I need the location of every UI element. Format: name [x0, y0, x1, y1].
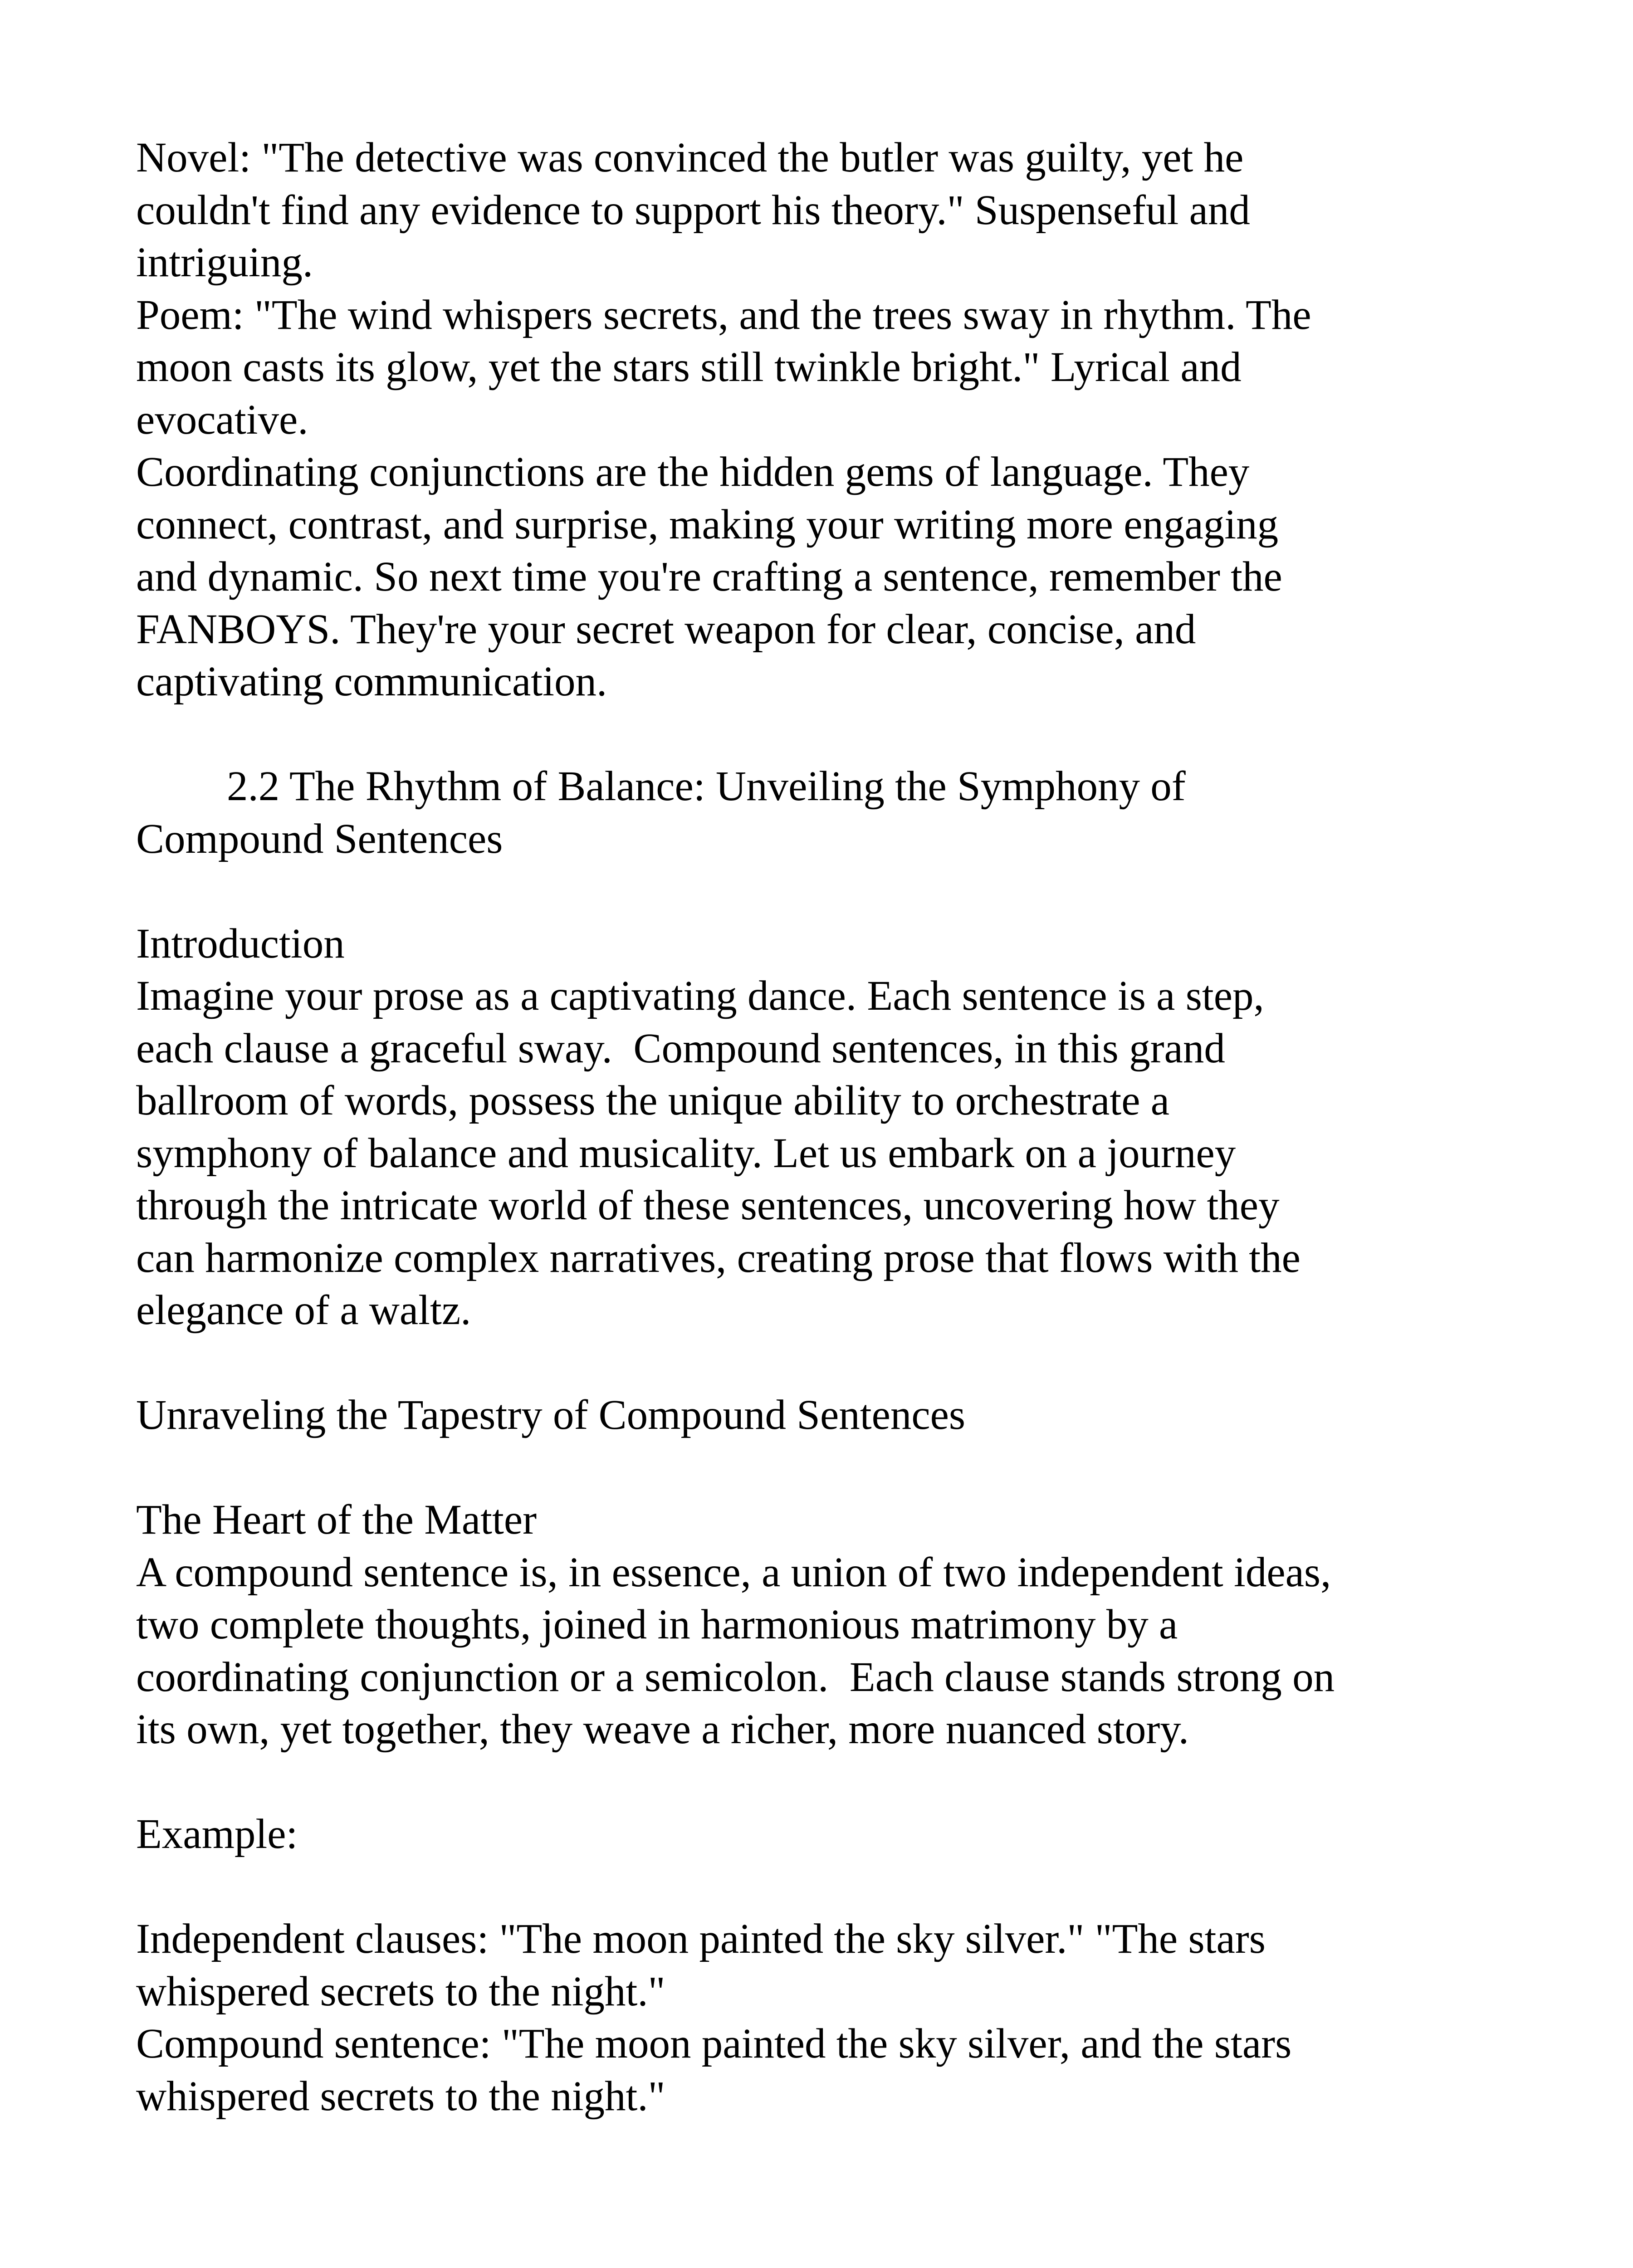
paragraph-spacer	[136, 708, 1497, 761]
page-body	[136, 132, 1497, 2122]
text-line: coordinating conjunction or a semicolon. Each clause stands strong on	[136, 1653, 1335, 1701]
text-line: and dynamic. So next time you're crafting a sentence, remember the	[136, 553, 1282, 600]
text-line: moon casts its glow, yet the stars still twinkle bright." Lyrical and	[136, 344, 1242, 391]
text-line: can harmonize complex narratives, creating prose that flows with the	[136, 1234, 1301, 1281]
text-line: FANBOYS. They're your secret weapon for clear, concise, and	[136, 606, 1196, 653]
text-line: each clause a graceful sway. Compound sentences, in this grand	[136, 1025, 1225, 1072]
tapestry-heading: Unraveling the Tapestry of Compound Sentences	[136, 1392, 966, 1438]
text-line: Novel: "The detective was convinced the butler was guilty, yet he	[136, 134, 1244, 181]
paragraph-spacer	[136, 1861, 1497, 1913]
paragraph-novel-example	[136, 132, 1497, 289]
paragraph-spacer	[136, 865, 1497, 918]
paragraph-spacer	[136, 1756, 1497, 1809]
text-line: Compound sentence: "The moon painted the sky silver, and the stars	[136, 2020, 1292, 2067]
text-line: evocative.	[136, 396, 308, 443]
text-line: Coordinating conjunctions are the hidden gems of language. They	[136, 449, 1250, 495]
heart-of-matter-heading: The Heart of the Matter	[136, 1496, 537, 1543]
text-line: intriguing.	[136, 239, 313, 286]
paragraph-poem-example	[136, 289, 1497, 446]
section-heading-line: Compound Sentences	[136, 815, 503, 862]
paragraph-introduction	[136, 970, 1497, 1337]
text-line: A compound sentence is, in essence, a union of two independent ideas,	[136, 1549, 1331, 1596]
text-line: ballroom of words, possess the unique ability to orchestrate a	[136, 1077, 1170, 1124]
text-line: through the intricate world of these sentences, uncovering how they	[136, 1182, 1280, 1229]
section-heading	[136, 760, 1497, 865]
introduction-heading: Introduction	[136, 920, 345, 967]
text-line: Imagine your prose as a captivating dance. Each sentence is a step,	[136, 973, 1264, 1019]
section-heading-line: 2.2 The Rhythm of Balance: Unveiling the Symphony of	[227, 763, 1186, 810]
text-line: elegance of a waltz.	[136, 1287, 471, 1334]
text-line: its own, yet together, they weave a richer, more nuanced story.	[136, 1706, 1189, 1753]
text-line: couldn't find any evidence to support his theory." Suspenseful and	[136, 186, 1250, 234]
paragraph-definition	[136, 1546, 1497, 1756]
text-line: connect, contrast, and surprise, making your writing more engaging	[136, 501, 1279, 548]
text-line: whispered secrets to the night."	[136, 1968, 665, 2015]
text-line: symphony of balance and musicality. Let us embark on a journey	[136, 1129, 1236, 1177]
paragraph-compound-sentence	[136, 2018, 1497, 2122]
text-line: two complete thoughts, joined in harmonious matrimony by a	[136, 1601, 1178, 1648]
paragraph-conclusion	[136, 446, 1497, 708]
text-line: whispered secrets to the night."	[136, 2072, 665, 2120]
paragraph-independent-clauses	[136, 1913, 1497, 2018]
paragraph-spacer	[136, 1442, 1497, 1494]
text-line: Independent clauses: "The moon painted the sky silver." "The stars	[136, 1916, 1266, 1962]
paragraph-spacer	[136, 1337, 1497, 1389]
example-label: Example:	[136, 1811, 298, 1857]
text-line: captivating communication.	[136, 658, 607, 705]
text-line: Poem: "The wind whispers secrets, and the trees sway in rhythm. The	[136, 291, 1311, 338]
